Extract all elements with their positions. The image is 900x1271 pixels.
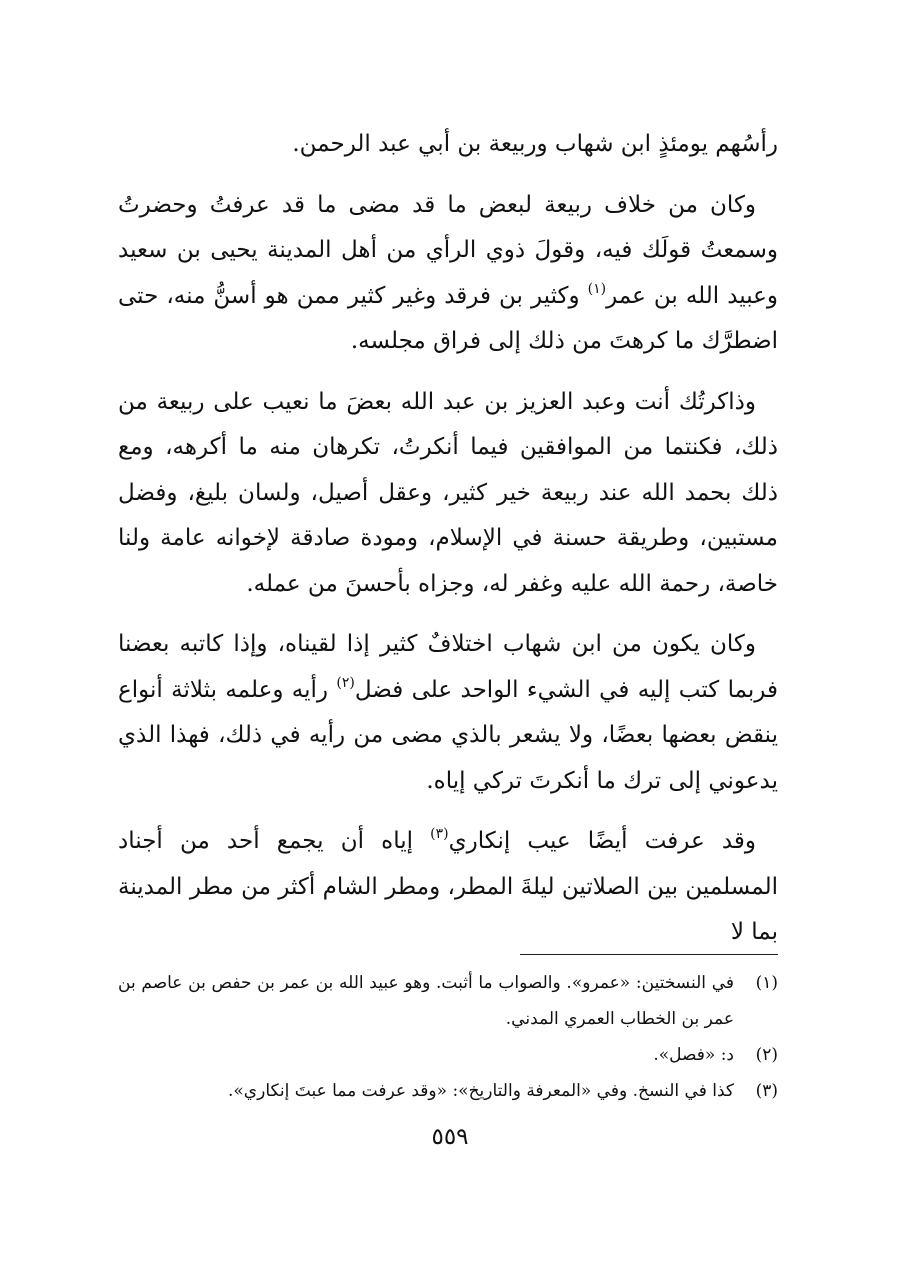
paragraph-4-part-1: وكان يكون من ابن شهاب اختلافٌ كثير إذا لقيناه، وإذا كاتبه بعضنا فربما كتب إليه في الشيء الواحد على فضل xyxy=(118,631,778,703)
paragraph-2 xyxy=(118,183,778,365)
paragraph-5-part-2: إياه أن يجمع أحد من أجناد المسلمين بين الصلاتين ليلةَ المطر، ومطر الشام أكثر من مطر المدينة بما لا xyxy=(118,828,778,945)
footnote-ref-3[interactable]: (٣) xyxy=(430,826,449,842)
footnote-ref-2[interactable]: (٢) xyxy=(336,674,355,691)
paragraph-4 xyxy=(118,622,778,804)
paragraph-5 xyxy=(118,819,778,956)
paragraph-5-part-1: وقد عرفت أيضًا عيب إنكاري xyxy=(448,828,757,854)
footnote-1 xyxy=(118,965,778,1037)
page-number: ٥٥٩ xyxy=(431,1124,469,1150)
paragraph-1: رأسُهم يومئذٍ ابن شهاب وربيعة بن أبي عبد الرحمن. xyxy=(292,131,778,157)
footnote-2 xyxy=(118,1037,778,1073)
footnote-3 xyxy=(118,1073,778,1109)
footnote-number: (٢) xyxy=(755,1045,778,1065)
main-text xyxy=(118,122,778,971)
footnote-ref-1[interactable]: (١) xyxy=(587,280,607,297)
footnotes xyxy=(118,965,778,1109)
footnote-separator xyxy=(520,954,778,955)
footnote-text: كذا في النسخ. وفي «المعرفة والتاريخ»: «وقد عرفت مما عبتَ إنكاري». xyxy=(228,1081,734,1101)
paragraph-4-part-2: رأيه وعلمه بثلاثة أنواع ينقض بعضها بعضًا، ولا يشعر بالذي مضى من رأيه في ذلك، فهذا الذي يدعوني إلى ترك ما أنكرتَ تركي إياه. xyxy=(118,676,778,794)
paragraph-3: وذاكرتُك أنت وعبد العزيز بن عبد الله بعضَ ما نعيب على ربيعة من ذلك، فكنتما من الموافقين فيما أنكرتُ، تكرهان منه ما أكرهه، ومع ذلك بحمد الله عند ربيعة خير كثير، وعقل أصيل، ولسان بليغ، وفضل مستبين، وطريقة حسنة في الإسلام، ومودة صادقة لإخوانه عامة ولنا خاصة، رحمة الله عليه وغفر له، وجزاه بأحسنَ من عمله. xyxy=(118,388,778,597)
paragraph-2-part-2: وكثير بن فرقد وغير كثير ممن هو أسنُّ منه، حتى اضطرَّك ما كرهتَ من ذلك إلى فراق مجلسه. xyxy=(118,282,778,354)
footnote-number: (١) xyxy=(755,973,778,993)
footnote-text: في النسختين: «عمرو». والصواب ما أثبت. وهو عبيد الله بن عمر بن حفص بن عاصم بن عمر بن الخطاب العمري المدني. xyxy=(118,973,734,1029)
footnote-number: (٣) xyxy=(755,1081,778,1101)
paragraph-2-part-1: وكان من خلاف ربيعة لبعض ما قد مضى ما قد عرفتُ وحضرتُ وسمعتُ قولَك فيه، وقولَ ذوي الرأي من أهل المدينة يحيى بن سعيد وعبيد الله بن عمر xyxy=(118,191,778,309)
footnote-text: د: «فصل». xyxy=(653,1045,734,1065)
